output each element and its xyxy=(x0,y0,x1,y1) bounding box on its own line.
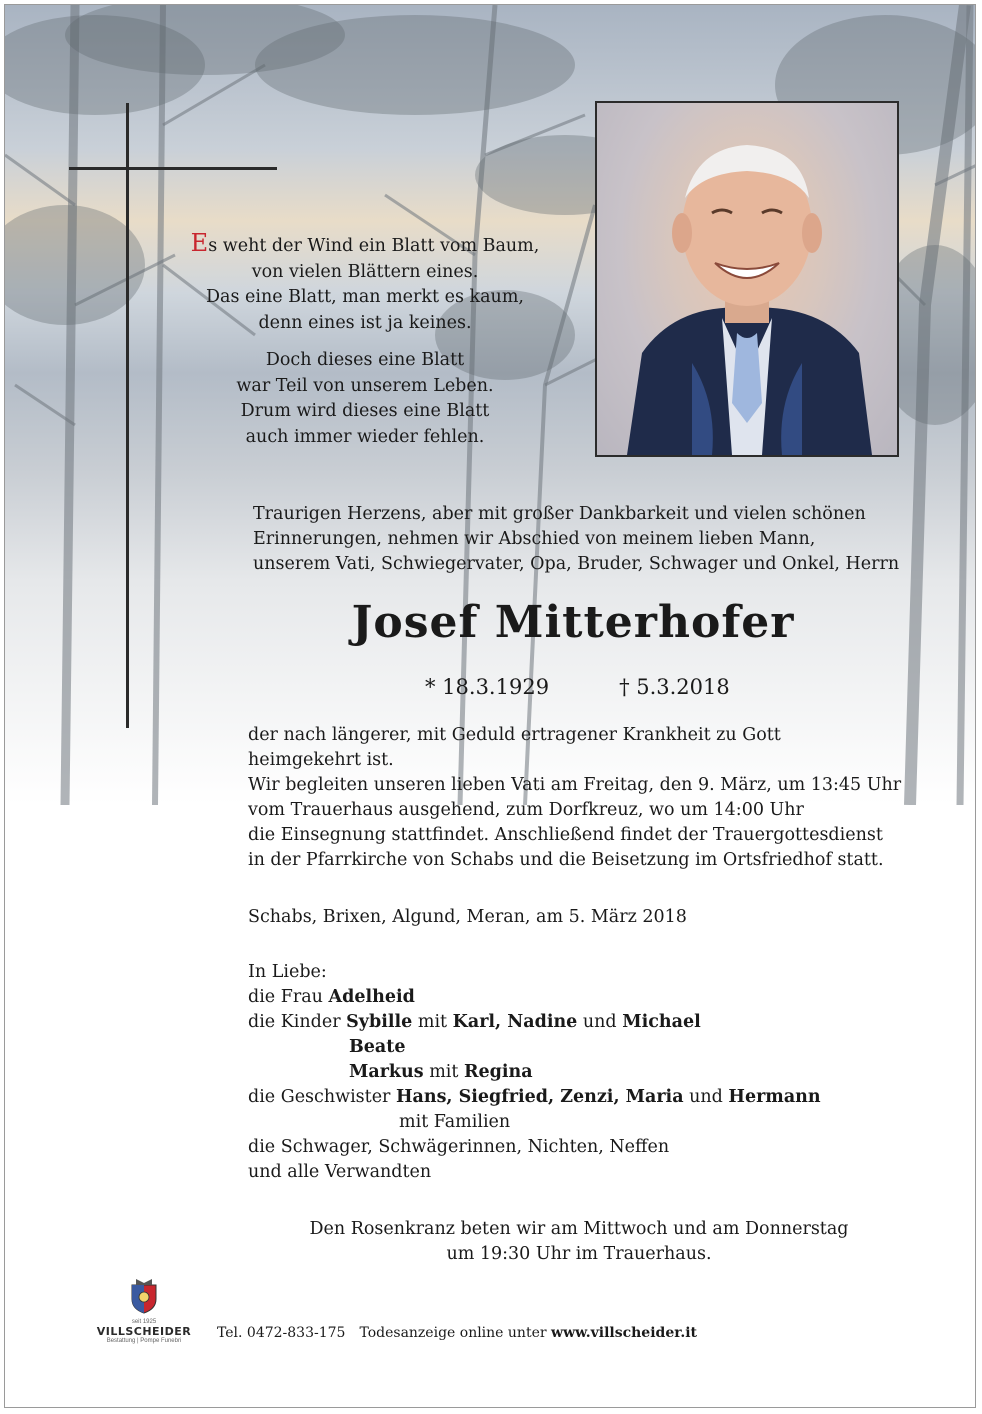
wife-prefix: die Frau xyxy=(248,987,329,1007)
wife-line xyxy=(248,985,928,1010)
body-line: die Einsegnung stattfindet. Anschließend findet der Trauergottesdienst xyxy=(248,825,883,845)
phone-number: Tel. 0472-833-175 xyxy=(217,1325,346,1341)
memorial-poem xyxy=(175,231,555,462)
wife-name: Adelheid xyxy=(328,987,415,1007)
logo-established: seit 1925 xyxy=(131,1319,157,1325)
body-line: Wir begleiten unseren lieben Vati am Freitag, den 9. März, um 13:45 Uhr xyxy=(248,775,902,795)
body-line: vom Trauerhaus ausgehend, zum Dorfkreuz, wo um 14:00 Uhr xyxy=(248,800,804,820)
villscheider-logo xyxy=(89,1275,199,1344)
partner-name: Regina xyxy=(464,1062,533,1082)
children-line xyxy=(248,1060,928,1085)
funeral-details xyxy=(248,723,928,873)
poem-line: Drum wird dieses eine Blatt xyxy=(240,401,490,421)
body-line: in der Pfarrkirche von Schabs und die Beisetzung im Ortsfriedhof statt. xyxy=(248,850,884,870)
body-line: heimgekehrt ist. xyxy=(248,750,394,770)
death-date: † 5.3.2018 xyxy=(619,675,730,699)
poem-line: auch immer wieder fehlen. xyxy=(245,426,485,447)
poem-line: von vielen Blättern eines. xyxy=(251,261,479,282)
children-line xyxy=(248,1010,928,1035)
intro-line: Erinnerungen, nehmen wir Abschied von meinem lieben Mann, xyxy=(253,529,816,549)
coat-of-arms-icon xyxy=(124,1275,164,1315)
mourning-family xyxy=(248,960,928,1185)
cross-horizontal-bar xyxy=(69,167,277,170)
website-link[interactable]: www.villscheider.it xyxy=(551,1325,697,1341)
contact-line xyxy=(217,1325,697,1341)
online-prefix: Todesanzeige online unter xyxy=(359,1325,552,1341)
partner-name: Michael xyxy=(622,1012,701,1032)
sibling-names: Hans, Siegfried, Zenzi, Maria xyxy=(395,1087,684,1107)
body-line: der nach längerer, mit Geduld ertragener Krankheit zu Gott xyxy=(248,725,781,745)
poem-line: Das eine Blatt, man merkt es kaum, xyxy=(206,287,524,307)
in-laws-line: die Schwager, Schwägerinnen, Nichten, Neffen xyxy=(248,1137,670,1157)
rosary-line: Den Rosenkranz beten wir am Mittwoch und am Donnerstag xyxy=(309,1219,849,1239)
child-name: Sybille xyxy=(346,1012,413,1032)
logo-name: VILLSCHEIDER xyxy=(96,1325,192,1338)
poem-stanza-2 xyxy=(175,348,555,450)
poem-initial: E xyxy=(190,229,209,257)
rosary-line: um 19:30 Uhr im Trauerhaus. xyxy=(446,1244,712,1264)
connector: mit xyxy=(423,1062,464,1082)
connector: und xyxy=(683,1087,729,1107)
with-families: mit Familien xyxy=(399,1112,511,1132)
in-love-label: In Liebe: xyxy=(248,962,327,982)
sibling-name: Hermann xyxy=(728,1087,821,1107)
intro-text xyxy=(253,502,913,577)
children-prefix: die Kinder xyxy=(248,1012,347,1032)
poem-line: war Teil von unserem Leben. xyxy=(236,375,494,396)
intro-line: Traurigen Herzens, aber mit großer Dankbarkeit und vielen schönen xyxy=(253,504,866,524)
place-and-date: Schabs, Brixen, Algund, Meran, am 5. März 2018 xyxy=(248,907,687,927)
deceased-name: Josef Mitterhofer xyxy=(351,597,795,648)
child-name: Markus xyxy=(349,1062,424,1082)
poem-line: Doch dieses eine Blatt xyxy=(265,350,465,370)
siblings-prefix: die Geschwister xyxy=(248,1087,396,1107)
obituary-card xyxy=(4,4,976,1408)
portrait-illustration xyxy=(597,103,897,455)
life-dates xyxy=(425,675,800,699)
partner-names: Karl, Nadine xyxy=(452,1012,578,1032)
poem-line: s weht der Wind ein Blatt vom Baum, xyxy=(208,236,540,256)
logo-subtitle: Bestattung | Pompe Funebri xyxy=(106,1338,182,1344)
children-line xyxy=(248,1035,928,1060)
poem-line: denn eines ist ja keines. xyxy=(258,312,472,333)
relatives-line: und alle Verwandten xyxy=(248,1162,432,1182)
siblings-line xyxy=(248,1085,928,1110)
connector: und xyxy=(577,1012,623,1032)
connector: mit xyxy=(412,1012,453,1032)
birth-date: * 18.3.1929 xyxy=(425,675,550,699)
rosary-notice xyxy=(5,1217,976,1267)
intro-line: unserem Vati, Schwiegervater, Opa, Bruder, Schwager und Onkel, Herrn xyxy=(253,554,900,574)
portrait-photo xyxy=(595,101,899,457)
poem-stanza-1 xyxy=(175,231,555,336)
child-name: Beate xyxy=(349,1037,406,1057)
